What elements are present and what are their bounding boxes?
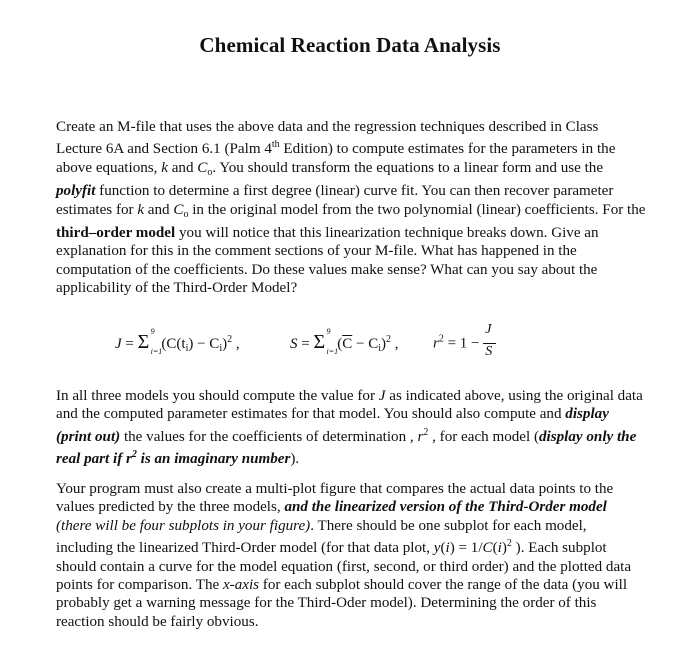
eq-s-close: ) <box>380 336 386 352</box>
paragraph-multiplot <box>56 480 646 631</box>
p1-polyfit: polyfit <box>56 183 96 200</box>
paragraph-compute-j <box>56 387 646 469</box>
eq-j-sub2: i <box>219 343 223 354</box>
eq-j-sum-bottom: i=1 <box>150 347 163 356</box>
eq-s-sum-bottom: i=1 <box>326 347 339 356</box>
p1-c1: C <box>197 159 208 176</box>
p3-text-3: ( <box>440 540 446 557</box>
p1-k2: k <box>137 201 145 218</box>
p1-c1-sub: o <box>207 166 213 178</box>
eq-s-cbar: $\overline{C}$ <box>342 336 353 352</box>
p1-text-7: in the original model from the two polynomial (linear) coefficients. For the <box>188 201 646 218</box>
eq-s-sum-sign: Σ 9 i=1 <box>313 327 339 356</box>
p2-text-2: as indicated above, using the original data and the computed parameter estimates for that model. You should also compute and <box>56 388 643 423</box>
paragraph-instructions <box>56 118 646 298</box>
p1-text-1: Create an M-file that uses the above data and the regression techniques described in Class Lecture 6A and Section 6.1 (Palm 4 <box>56 119 599 158</box>
p1-third-order: third–order model <box>56 225 176 242</box>
p1-c2-sub: o <box>183 208 189 220</box>
eq-r-lhs: r <box>433 335 439 352</box>
eq-r-fraction <box>483 324 497 364</box>
p3-text-1: Your program must also create a multi-plot figure that compares the actual data points to the values predicted by the three models, <box>56 481 614 516</box>
eq-s-lhs: S <box>290 336 298 352</box>
p2-display: display (print out) <box>56 406 609 445</box>
p3-text-4: ) = 1/ <box>449 540 483 557</box>
p3-x-axis: x-axis <box>222 577 260 594</box>
eq-j-body2: ) − C <box>188 336 220 352</box>
p2-bold-1: display only the real part if <box>56 428 637 468</box>
p3-text-6: ) <box>501 540 507 557</box>
eq-j-sub1: i <box>185 343 189 354</box>
p1-text-2: Edition) to compute estimates for the parameters in the above equations, <box>56 141 616 176</box>
p1-th: th <box>271 139 280 151</box>
p3-square: 2 <box>506 538 512 550</box>
eq-s-open: ( <box>337 336 343 352</box>
p2-text-4: , for each model ( <box>428 428 539 445</box>
eq-j-sum-sign: Σ 9 i=1 <box>137 327 163 356</box>
eq-r-square: 2 <box>438 333 444 345</box>
p1-c2: C <box>173 201 184 218</box>
p3-i2: i <box>497 540 502 557</box>
eq-s-body2: − C <box>352 336 379 352</box>
p3-text-2: . There should be one subplot for each model, including the linearized Third-Order model (for that data plot, <box>56 517 587 557</box>
p3-i: i <box>445 540 450 557</box>
p2-r: r <box>417 428 424 445</box>
p1-text-8: you will notice that this linearization technique breaks down. Give an explanation for this in the comment sections of your M-file. What has happened in the computation of the coefficients. Do these values make sense? What can you say about the applicability of the Third-Order Model? <box>56 225 599 297</box>
p2-bold-2: is an imaginary number <box>136 451 291 468</box>
eq-s-sum-top: 9 <box>326 327 331 336</box>
p2-text-3: the values for the coefficients of determination , <box>120 428 418 445</box>
p1-text-5: function to determine a first degree (linear) curve fit. You can then recover parameter estimates for <box>56 183 614 218</box>
p3-text-8: for each subplot should cover the range of the data (you will probably get a warning message for the Third-Oder model). Determining the order of this reaction should be fairly obvious. <box>56 577 628 630</box>
eq-j-lhs: J <box>115 336 122 352</box>
p2-r-square: 2 <box>423 426 429 438</box>
eq-j-body3: ) <box>222 336 228 352</box>
eq-j-square: 2 <box>227 334 233 345</box>
p1-text-6: and <box>144 201 174 218</box>
p2-text-1: In all three models you should compute the value for <box>56 388 379 404</box>
eq-s-equals: = <box>297 336 314 352</box>
p2-bold-r: r <box>126 451 132 468</box>
p3-text-7: ). Each subplot should contain a curve for the model equation (first, second, or third order) and the plotted data points for comparison. The <box>56 540 632 594</box>
p1-text-4: . You should transform the equations to a linear form and use the <box>212 159 604 176</box>
eq-r-denominator: S <box>485 344 493 359</box>
eq-j-comma: , <box>232 336 240 352</box>
p3-text-5: ( <box>492 540 498 557</box>
eq-s-comma: , <box>390 336 399 352</box>
p2-j: J <box>378 388 386 404</box>
p3-bold-italic: and the linearized version of the Third-Order model <box>284 499 607 516</box>
eq-s-square: 2 <box>385 334 391 345</box>
eq-r-equals: = 1 − <box>443 335 484 352</box>
p2-text-5: ). <box>290 451 300 468</box>
page-title: Chemical Reaction Data Analysis <box>199 33 501 57</box>
p3-y: y <box>433 540 441 557</box>
equation-row <box>115 322 635 366</box>
p1-k1: k <box>161 159 168 176</box>
p3-italic: (there will be four subplots in your figure) <box>56 517 311 534</box>
p1-text-3: and <box>167 159 198 176</box>
eq-j-equals: = <box>121 336 138 352</box>
eq-j-body: (C(t <box>161 336 186 352</box>
eq-s-sub: i <box>378 343 381 354</box>
eq-j-sum-top: 9 <box>150 327 155 336</box>
eq-r-numerator: J <box>485 322 492 337</box>
p2-bold-r-square: 2 <box>131 449 137 461</box>
p3-c: C <box>482 540 493 557</box>
